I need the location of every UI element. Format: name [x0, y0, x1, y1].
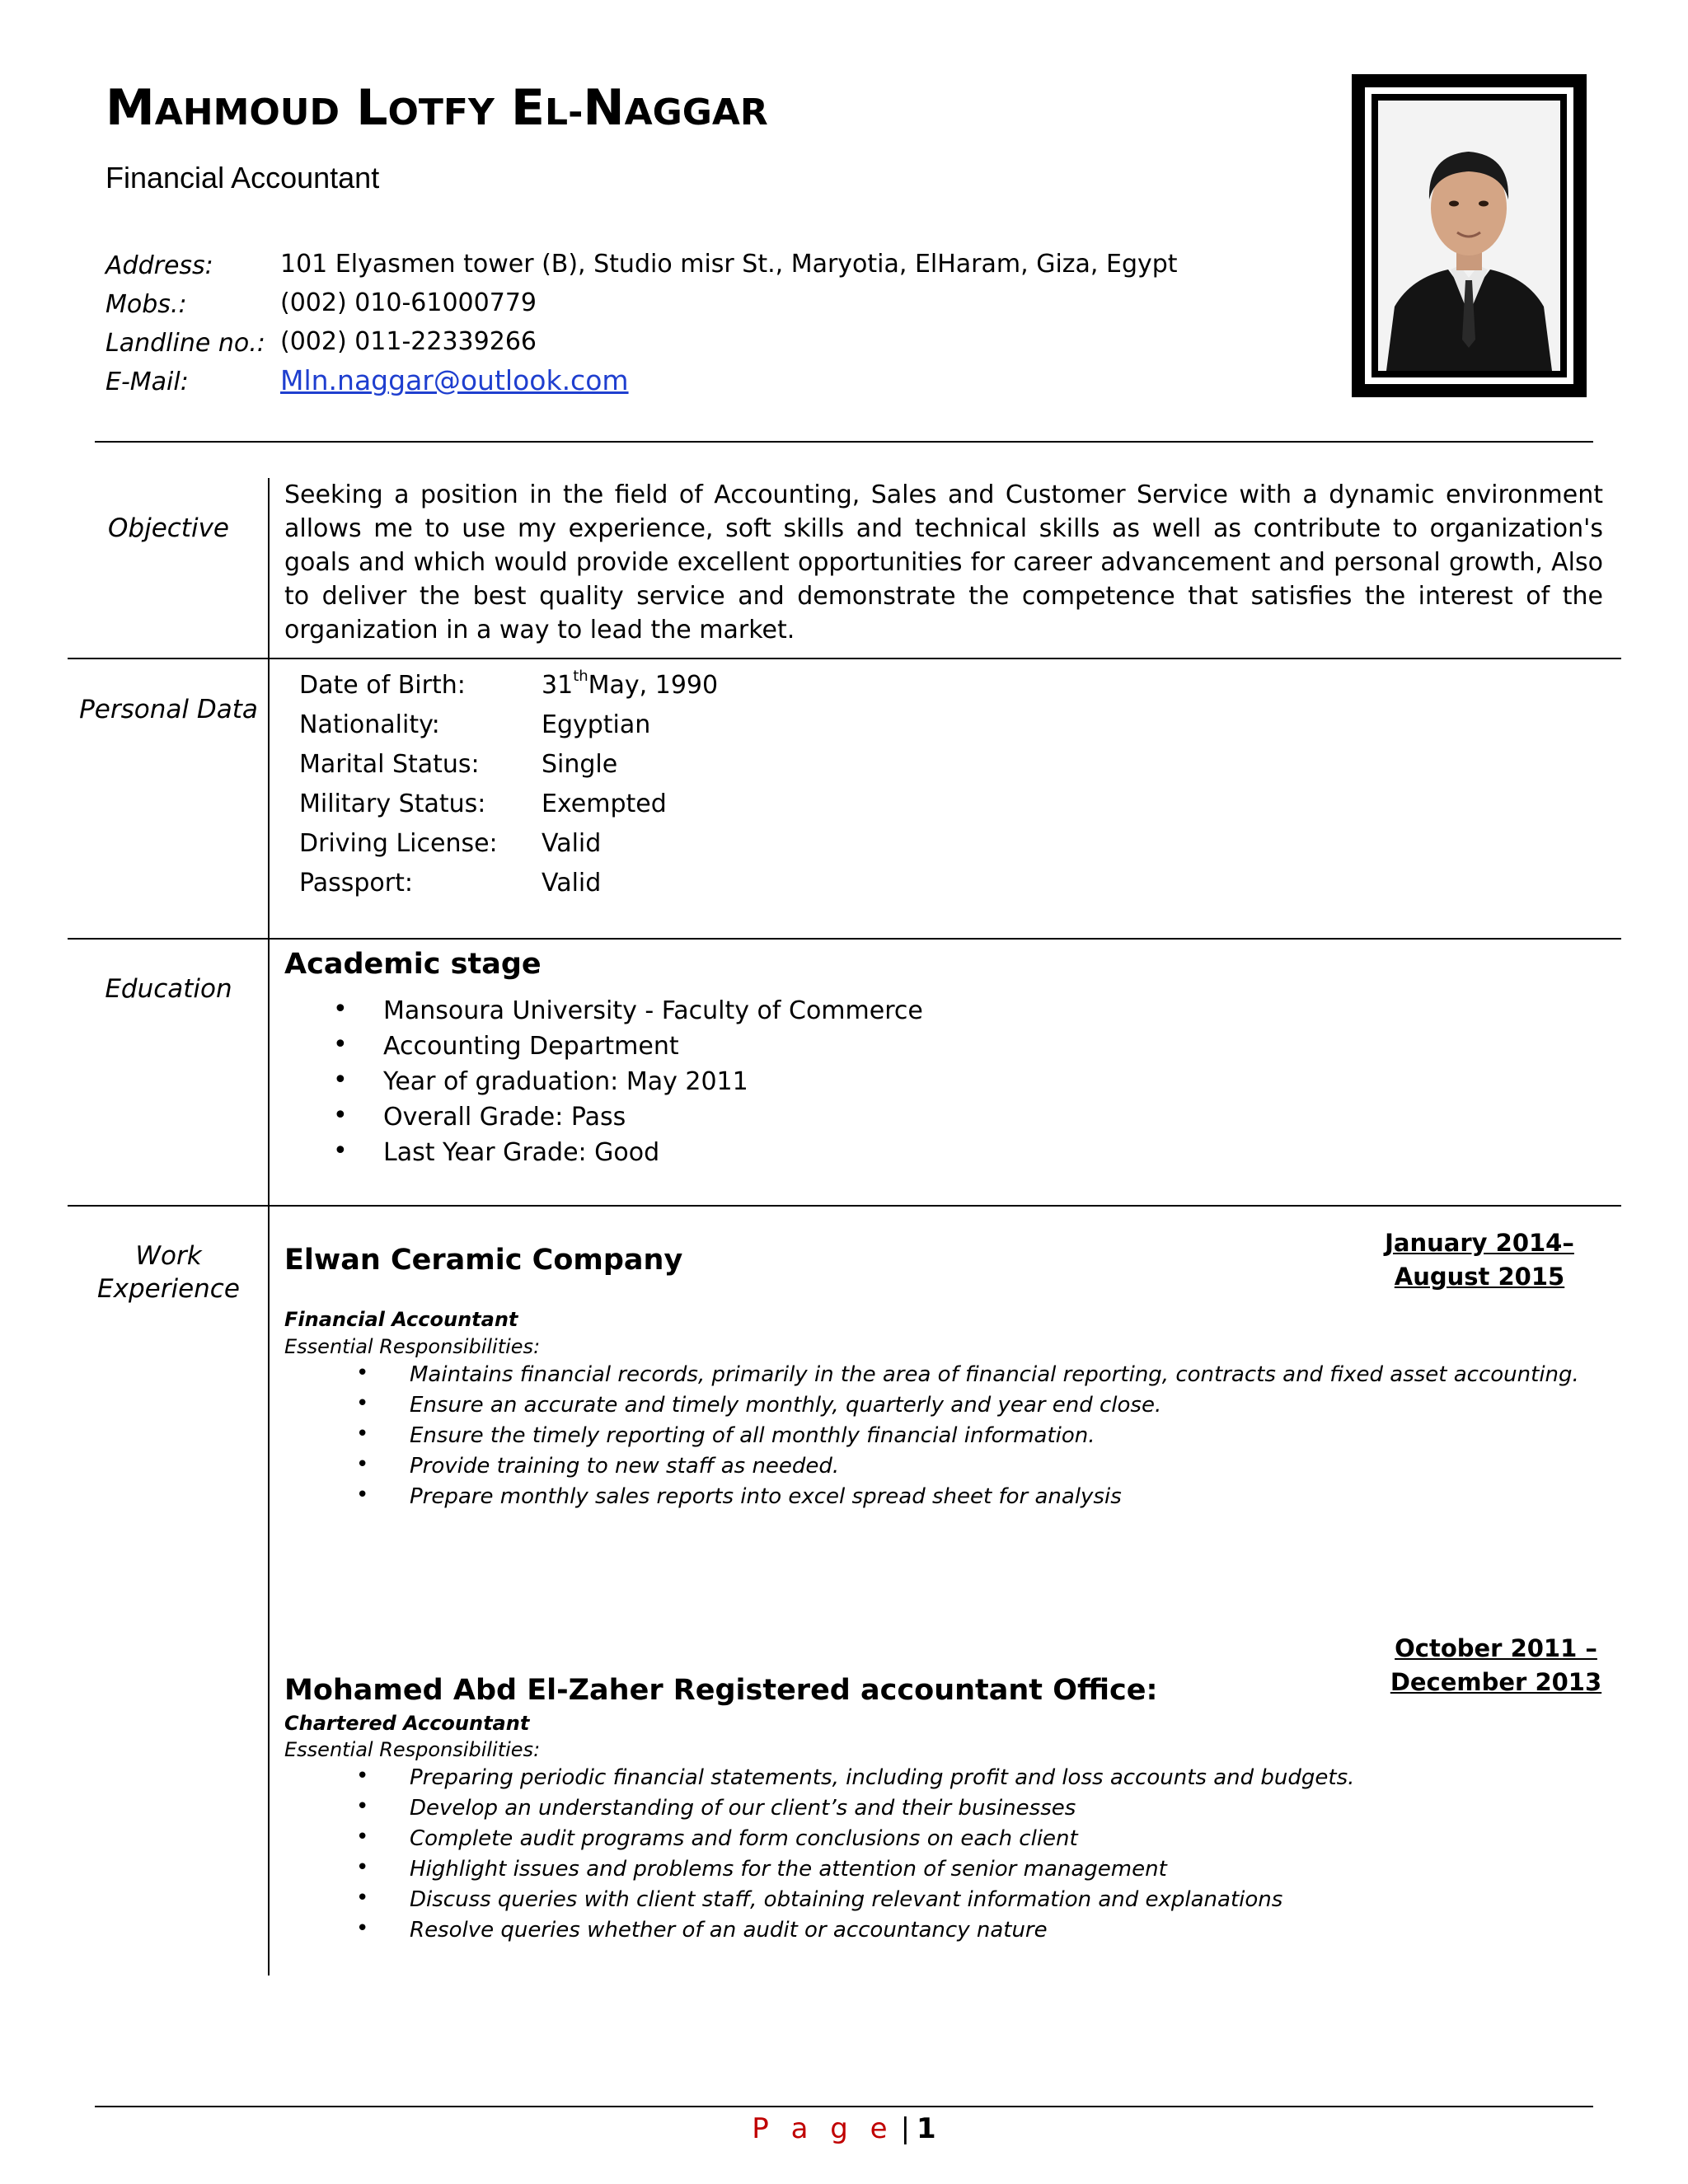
bullet-icon: •	[333, 1101, 348, 1130]
passport-label: Passport:	[299, 869, 413, 898]
responsibilities-label: Essential Responsibilities:	[284, 1738, 541, 1761]
bullet-icon: •	[356, 1361, 369, 1385]
education-item: Last Year Grade: Good	[383, 1138, 660, 1167]
landline-label: Landline no.:	[106, 329, 265, 358]
duty-item: Discuss queries with client staff, obtaining relevant information and explanations	[410, 1887, 1283, 1912]
page-number: 1	[917, 2112, 936, 2145]
dob-value: 31thMay, 1990	[542, 668, 719, 700]
profile-photo-frame	[1352, 74, 1587, 397]
name-part: AGGAR	[624, 91, 768, 134]
duty-item: Develop an understanding of our client’s and their businesses	[410, 1796, 1076, 1821]
job-title: Financial Accountant	[106, 161, 380, 194]
duty-item: Prepare monthly sales reports into excel spread sheet for analysis	[410, 1484, 1122, 1509]
name-part: L-	[545, 91, 584, 134]
education-item: Mansoura University - Faculty of Commerce	[383, 996, 923, 1025]
section-label-work-experience: Work Experience	[97, 1241, 240, 1304]
section-label-objective: Objective	[108, 513, 229, 543]
passport-value: Valid	[542, 869, 602, 898]
bullet-icon: •	[333, 1066, 348, 1094]
section-divider	[68, 1205, 1621, 1207]
objective-text: Seeking a position in the field of Accounting, Sales and Customer Service with a dynamic environment allows me to use my experience, soft skills and technical skills as well as contribute to organization's goals and which would provide excellent opportunities for career advancement and personal growth, Also to deliver the best quality service and demonstrate the competence that satisfies the interest of the organization in a way to lead the market.	[284, 480, 1603, 644]
section-label-education: Education	[105, 974, 232, 1004]
bullet-icon: •	[356, 1886, 369, 1910]
education-item: Accounting Department	[383, 1032, 679, 1061]
military-status-label: Military Status:	[299, 790, 486, 818]
driving-license-label: Driving License:	[299, 829, 498, 858]
bullet-icon: •	[356, 1916, 369, 1941]
duty-item: Ensure the timely reporting of all monthly financial information.	[410, 1423, 1095, 1448]
bullet-icon: •	[333, 995, 348, 1024]
nationality-value: Egyptian	[542, 710, 651, 739]
section-divider	[68, 938, 1621, 940]
candidate-name	[106, 79, 768, 137]
driving-license-value: Valid	[542, 829, 602, 858]
bullet-icon: •	[356, 1825, 369, 1849]
header-divider	[95, 441, 1593, 443]
duty-item: Provide training to new staff as needed.	[410, 1454, 840, 1479]
mobile-label: Mobs.:	[106, 290, 187, 319]
job-role: Financial Accountant	[284, 1308, 518, 1331]
email-link[interactable]: Mln.naggar@outlook.com	[280, 364, 629, 396]
footer-divider	[95, 2106, 1593, 2107]
page-word: P a g e	[752, 2112, 894, 2145]
marital-status-label: Marital Status:	[299, 750, 480, 779]
bullet-icon: •	[356, 1483, 369, 1507]
marital-status-value: Single	[542, 750, 618, 779]
name-part: OTFY	[387, 91, 495, 134]
bullet-icon: •	[356, 1452, 369, 1477]
duty-item: Maintains financial records, primarily in the area of financial reporting, contracts and fixed asset accounting.	[410, 1362, 1579, 1387]
bullet-icon: •	[356, 1855, 369, 1880]
dob-label: Date of Birth:	[299, 671, 466, 700]
job-role: Chartered Accountant	[284, 1712, 530, 1735]
bullet-icon: •	[356, 1764, 369, 1788]
duty-item: Resolve queries whether of an audit or accountancy nature	[410, 1918, 1048, 1943]
duty-item: Ensure an accurate and timely monthly, quarterly and year end close.	[410, 1393, 1162, 1418]
bullet-icon: •	[333, 1030, 348, 1059]
landline-value: (002) 011-22339266	[280, 327, 537, 356]
name-initial: N	[583, 79, 625, 137]
name-part: AHMOUD	[154, 91, 340, 134]
duty-item: Highlight issues and problems for the attention of senior management	[410, 1857, 1167, 1882]
page-separator: |	[900, 2112, 911, 2145]
education-item: Overall Grade: Pass	[383, 1103, 626, 1132]
page-footer	[0, 2112, 1688, 2145]
address-label: Address:	[106, 251, 213, 280]
job-dates: January 2014– August 2015	[1385, 1229, 1574, 1291]
duty-item: Complete audit programs and form conclusions on each client	[410, 1826, 1078, 1851]
duty-item: Preparing periodic financial statements, including profit and loss accounts and budgets.	[410, 1765, 1355, 1790]
education-heading: Academic stage	[284, 948, 542, 981]
profile-photo	[1378, 101, 1560, 371]
bullet-icon: •	[356, 1794, 369, 1819]
address-value: 101 Elyasmen tower (B), Studio misr St., Maryotia, ElHaram, Giza, Egypt	[280, 250, 1178, 279]
section-label-personal-data: Personal Data	[79, 695, 258, 724]
education-item: Year of graduation: May 2011	[383, 1067, 748, 1096]
responsibilities-label: Essential Responsibilities:	[284, 1335, 541, 1358]
nationality-label: Nationality:	[299, 710, 440, 739]
company-name: Elwan Ceramic Company	[284, 1244, 683, 1277]
email-label: E-Mail:	[106, 368, 189, 396]
mobile-value: (002) 010-61000779	[280, 288, 537, 317]
bullet-icon: •	[356, 1391, 369, 1416]
bullet-icon: •	[333, 1137, 348, 1165]
bullet-icon: •	[356, 1422, 369, 1446]
job-dates: October 2011 – December 2013	[1390, 1634, 1602, 1696]
name-initial: M	[106, 79, 155, 137]
company-name: Mohamed Abd El-Zaher Registered accountant Office:	[284, 1674, 1158, 1707]
section-divider	[68, 658, 1621, 659]
name-initial: E	[511, 79, 546, 137]
military-status-value: Exempted	[542, 790, 667, 818]
name-initial: L	[356, 79, 388, 137]
